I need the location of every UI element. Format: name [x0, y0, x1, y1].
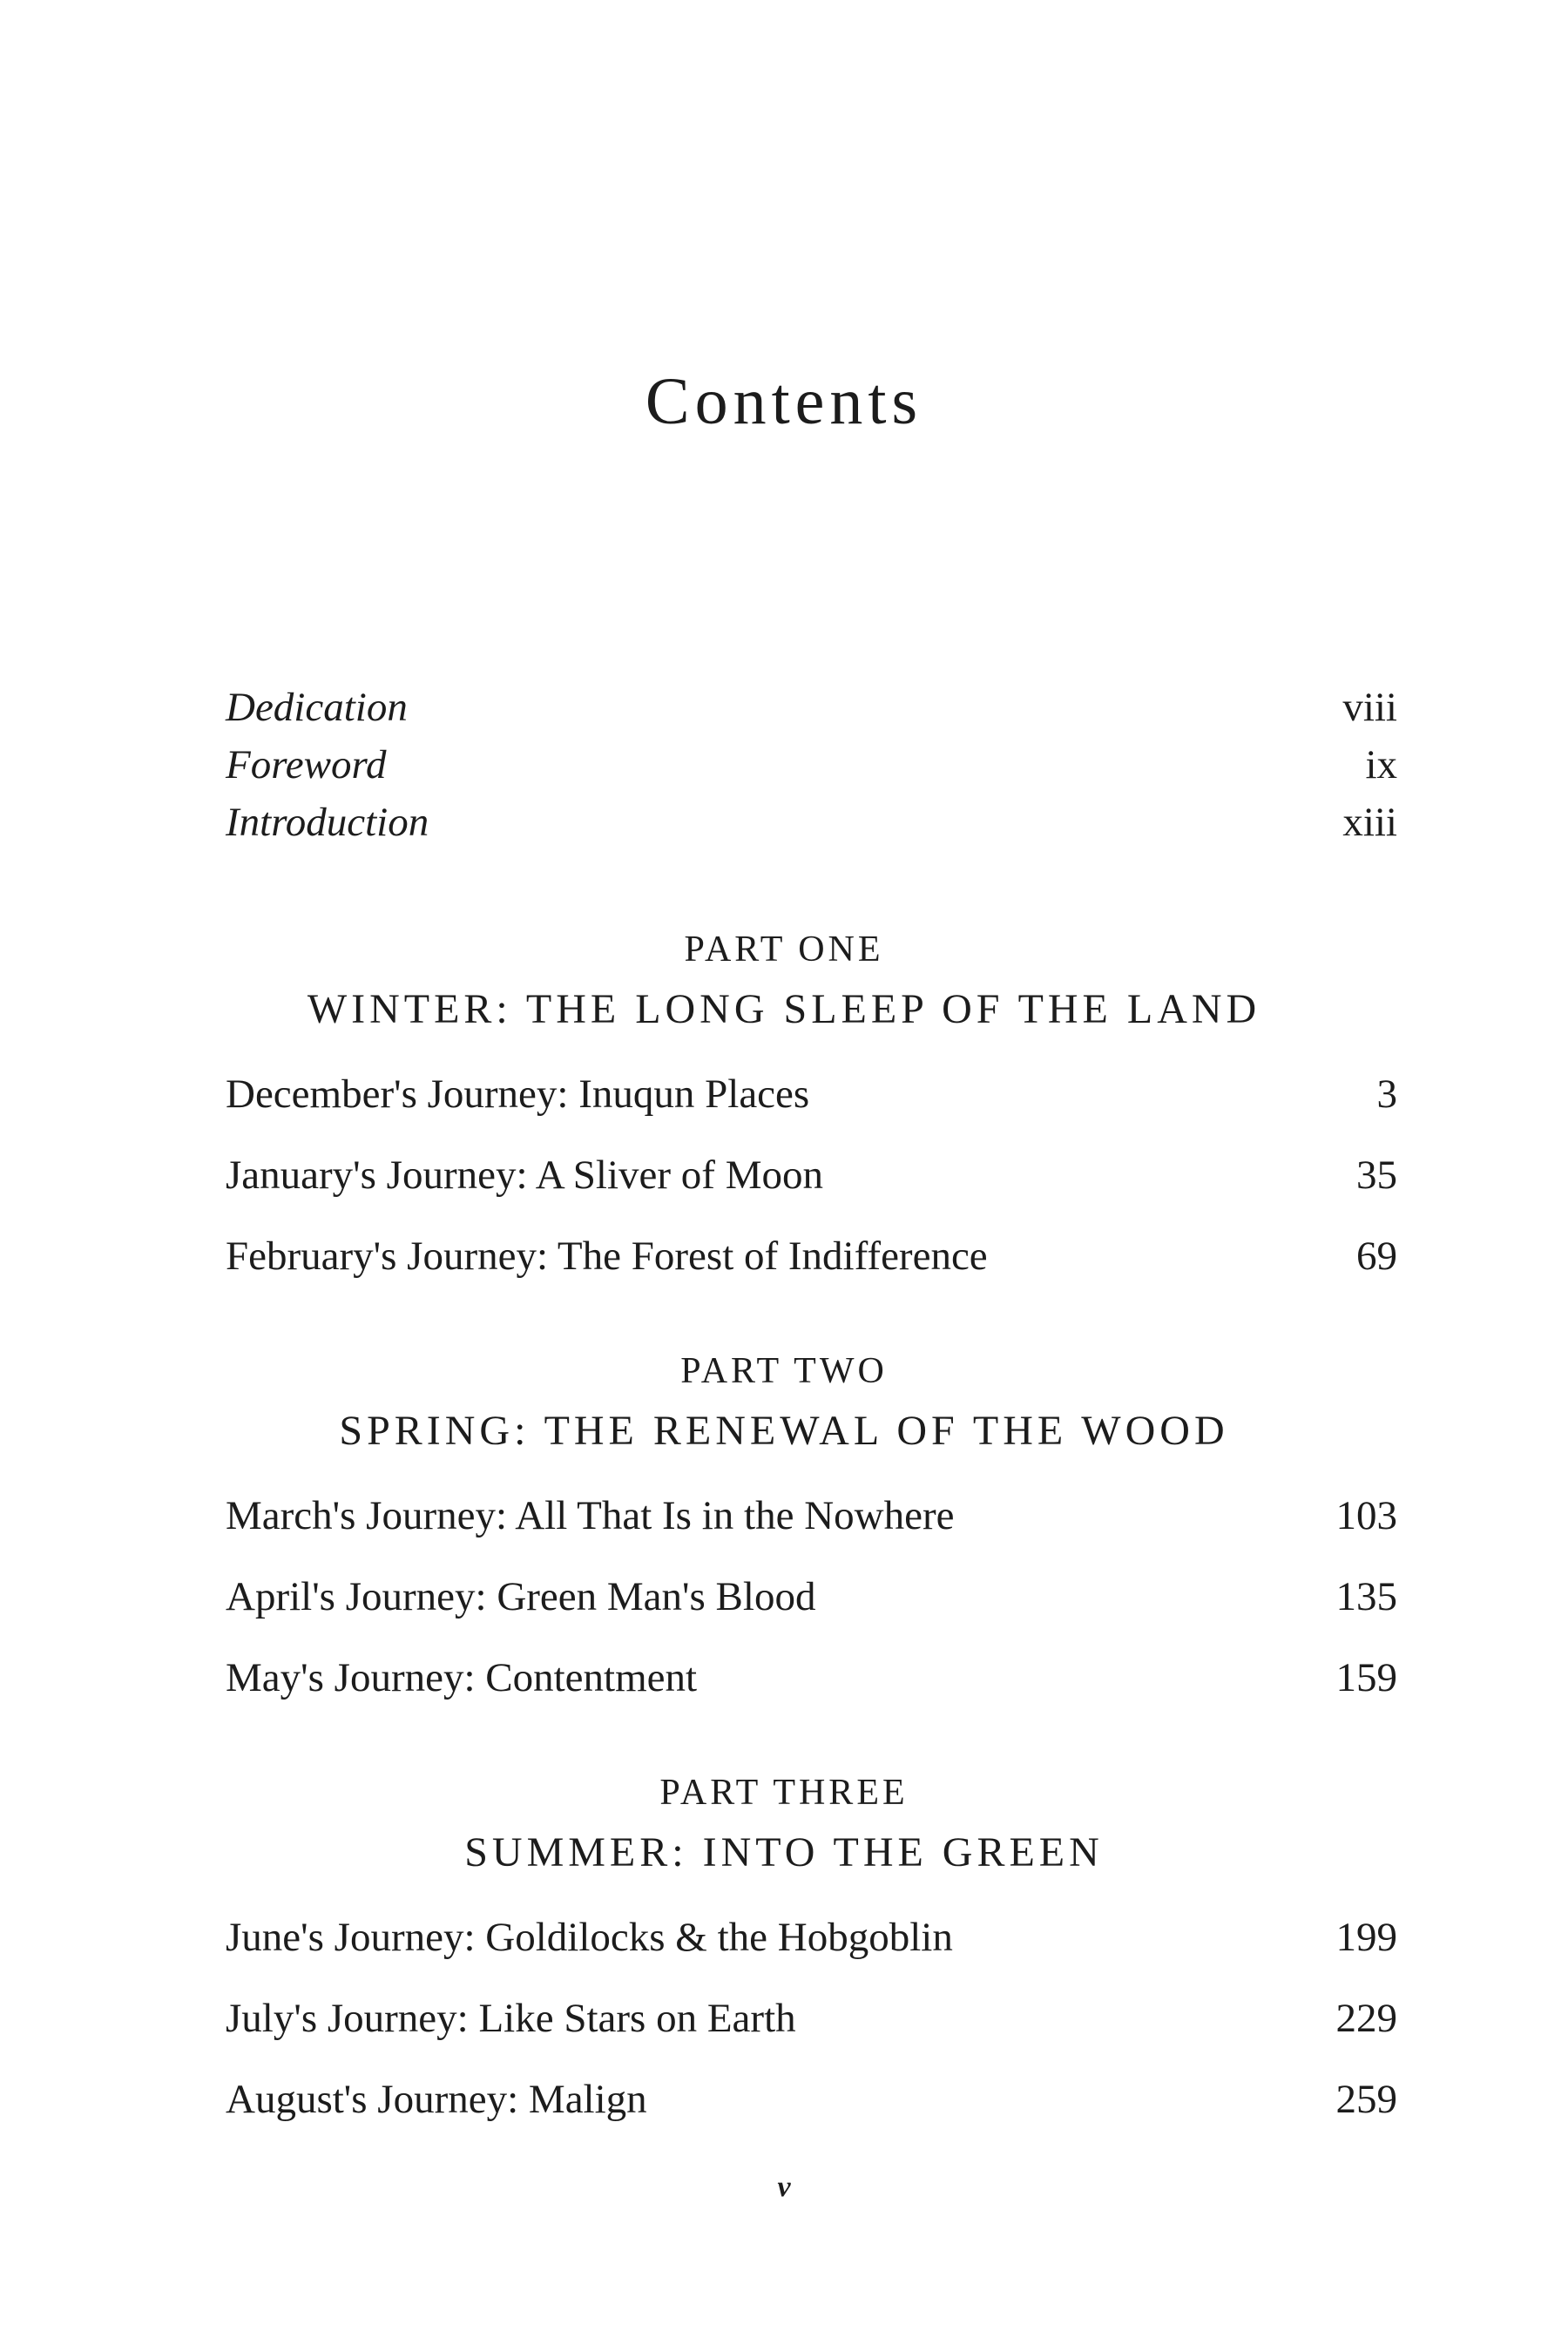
page-title: Contents [645, 365, 923, 438]
entry-page: 199 [1335, 1915, 1397, 1960]
entry-title: July's Journey: Like Stars on Earth [226, 1996, 796, 2041]
entry-title: January's Journey: A Sliver of Moon [226, 1152, 823, 1198]
toc-entry-dedication[interactable] [226, 681, 1397, 733]
toc-entry-may[interactable] [226, 1650, 1397, 1706]
toc-entry-february[interactable] [226, 1228, 1397, 1284]
entry-page: viii [1342, 685, 1397, 730]
entry-page: 103 [1335, 1493, 1397, 1538]
toc-entry-august[interactable] [226, 2072, 1397, 2127]
toc-entry-january[interactable] [226, 1147, 1397, 1203]
toc-entry-july[interactable] [226, 1990, 1397, 2046]
entry-page: 259 [1335, 2077, 1397, 2122]
entry-title: May's Journey: Contentment [226, 1655, 698, 1700]
toc-entry-introduction[interactable] [226, 796, 1397, 848]
entry-page: xiii [1342, 800, 1397, 845]
toc-entry-march[interactable] [226, 1488, 1397, 1544]
entry-title: December's Journey: Inuqun Places [226, 1071, 810, 1117]
entry-page: 35 [1356, 1152, 1397, 1198]
entry-title: April's Journey: Green Man's Blood [226, 1574, 816, 1619]
entry-title: February's Journey: The Forest of Indifference [226, 1233, 988, 1279]
toc-entry-june[interactable] [226, 1909, 1397, 1965]
toc-entry-december[interactable] [226, 1066, 1397, 1122]
entry-title: August's Journey: Malign [226, 2077, 647, 2122]
toc-entry-april[interactable] [226, 1569, 1397, 1625]
entry-title: March's Journey: All That Is in the Nowhere [226, 1493, 955, 1538]
part-three-label: PART THREE [659, 1773, 909, 1813]
entry-page: 159 [1335, 1655, 1397, 1700]
part-one-subtitle: WINTER: THE LONG SLEEP OF THE LAND [307, 986, 1261, 1032]
page-number: v [777, 2171, 791, 2203]
entry-title: Introduction [226, 800, 429, 845]
entry-page: 229 [1335, 1996, 1397, 2041]
toc-entry-foreword[interactable] [226, 739, 1397, 791]
entry-title: June's Journey: Goldilocks & the Hobgoblin [226, 1915, 953, 1960]
entry-page: 3 [1376, 1071, 1397, 1117]
entry-title: Foreword [226, 742, 387, 787]
entry-page: ix [1365, 742, 1397, 787]
entry-title: Dedication [226, 685, 408, 730]
part-two-subtitle: SPRING: THE RENEWAL OF THE WOOD [339, 1408, 1229, 1454]
entry-page: 135 [1335, 1574, 1397, 1619]
part-three-subtitle: SUMMER: INTO THE GREEN [464, 1829, 1104, 1876]
part-two-label: PART TWO [680, 1351, 888, 1391]
part-one-label: PART ONE [684, 929, 884, 970]
entry-page: 69 [1356, 1233, 1397, 1279]
